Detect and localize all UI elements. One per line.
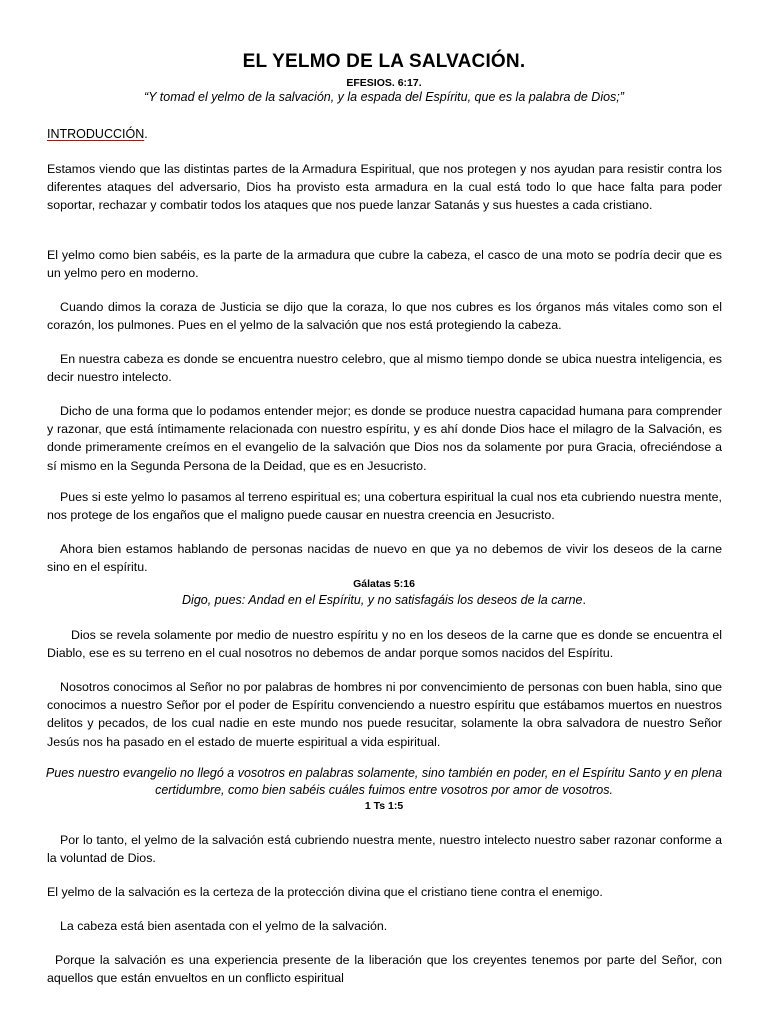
tesalonicenses-quote: Pues nuestro evangelio no llegó a vosotros en palabras solamente, sino también en poder, en el Espíritu Santo y en plena certidumbre, como bien sabéis cuáles fuimos entre vosotros por amor de vosotros. xyxy=(45,766,723,797)
galatas-reference: Gálatas 5:16 xyxy=(353,578,415,590)
introduction-heading-period: . xyxy=(144,127,148,141)
galatas-quote-period: . xyxy=(582,593,586,607)
paragraph-13: Porque la salvación es una experiencia presente de la liberación que los creyentes tenemos por parte del Señor, con aquellos que están envueltos en un conflicto espiritual xyxy=(47,953,722,986)
paragraph-3: Cuando dimos la coraza de Justicia se dijo que la coraza, lo que nos cubres es los órganos más vitales como son el corazón, los pulmones. Pues en el yelmo de la salvación que nos está protegiendo la cabeza. xyxy=(47,300,722,333)
introduction-heading-text: INTRODUCCIÓN xyxy=(47,127,145,141)
tesalonicenses-reference: 1 Ts 1:5 xyxy=(364,800,404,812)
paragraph-8: Dios se revela solamente por medio de nuestro espíritu y no en los deseos de la carne que es donde se encuentra el Diablo, ese es su terreno en el cual nosotros no debemos de andar porque somos nacidos del Espíritu. xyxy=(47,628,722,661)
paragraph-7: Ahora bien estamos hablando de personas nacidas de nuevo en que ya no debemos de vivir los deseos de la carne sino en el espíritu. xyxy=(47,542,722,575)
introduction-heading xyxy=(47,126,148,143)
epigraph-quote: “Y tomad el yelmo de la salvación, y la espada del Espíritu, que es la palabra de Dios;” xyxy=(144,90,624,104)
galatas-quote-text: Digo, pues: Andad en el Espíritu, y no satisfagáis los deseos de la carne xyxy=(182,593,583,607)
document-title: EL YELMO DE LA SALVACIÓN. xyxy=(242,51,526,72)
paragraph-4: En nuestra cabeza es donde se encuentra nuestro celebro, que al mismo tiempo donde se ubica nuestra inteligencia, es decir nuestro intelecto. xyxy=(47,352,722,385)
paragraph-2: El yelmo como bien sabéis, es la parte de la armadura que cubre la cabeza, el casco de una moto se podría decir que es un yelmo pero en moderno. xyxy=(47,248,722,281)
paragraph-9: Nosotros conocimos al Señor no por palabras de hombres ni por convencimiento de personas con buen habla, sino que conocimos a nuestro Señor por el poder de Espíritu convenciendo a nuestro espíritu que estábamos muertos en nuestros delitos y pecados, de los cual nadie en este mundo nos puede resucitar, solamente la obra salvadora de nuestro Señor Jesús nos ha pasado en el estado de muerte espiritual a vida espiritual. xyxy=(47,680,722,749)
galatas-quote xyxy=(40,592,728,609)
paragraph-6: Pues si este yelmo lo pasamos al terreno espiritual es; una cobertura espiritual la cual nos eta cubriendo nuestra mente, nos protege de los engaños que el maligno puede causar en nuestra creencia en Jesucristo. xyxy=(47,490,722,523)
paragraph-10: Por lo tanto, el yelmo de la salvación está cubriendo nuestra mente, nuestro intelecto nuestro saber razonar conforme a la voluntad de Dios. xyxy=(47,833,722,866)
paragraph-5: Dicho de una forma que lo podamos entender mejor; es donde se produce nuestra capacidad humana para comprender y razonar, que está íntimamente relacionada con nuestro espíritu, y es ahí donde Dios hace el milagro de la Salvación, es donde primeramente creímos en el evangelio de la salvación que Dios nos da solamente por pura Gracia, ofreciéndose a sí mismo en la Segunda Persona de la Deidad, que es en Jesucristo. xyxy=(47,404,722,473)
paragraph-11: El yelmo de la salvación es la certeza de la protección divina que el cristiano tiene contra el enemigo. xyxy=(47,885,603,899)
paragraph-1: Estamos viendo que las distintas partes de la Armadura Espiritual, que nos protegen y nos ayudan para resistir contra los diferentes ataques del adversario, Dios ha provisto esta armadura en la cual está todo lo que hace falta para poder soportar, rechazar y combatir todos los ataques que nos puede lanzar Satanás y sus huestes a cada cristiano. xyxy=(47,162,722,213)
main-scripture-reference: EFESIOS. 6:17. xyxy=(346,77,422,89)
paragraph-12: La cabeza está bien asentada con el yelmo de la salvación. xyxy=(60,919,388,933)
